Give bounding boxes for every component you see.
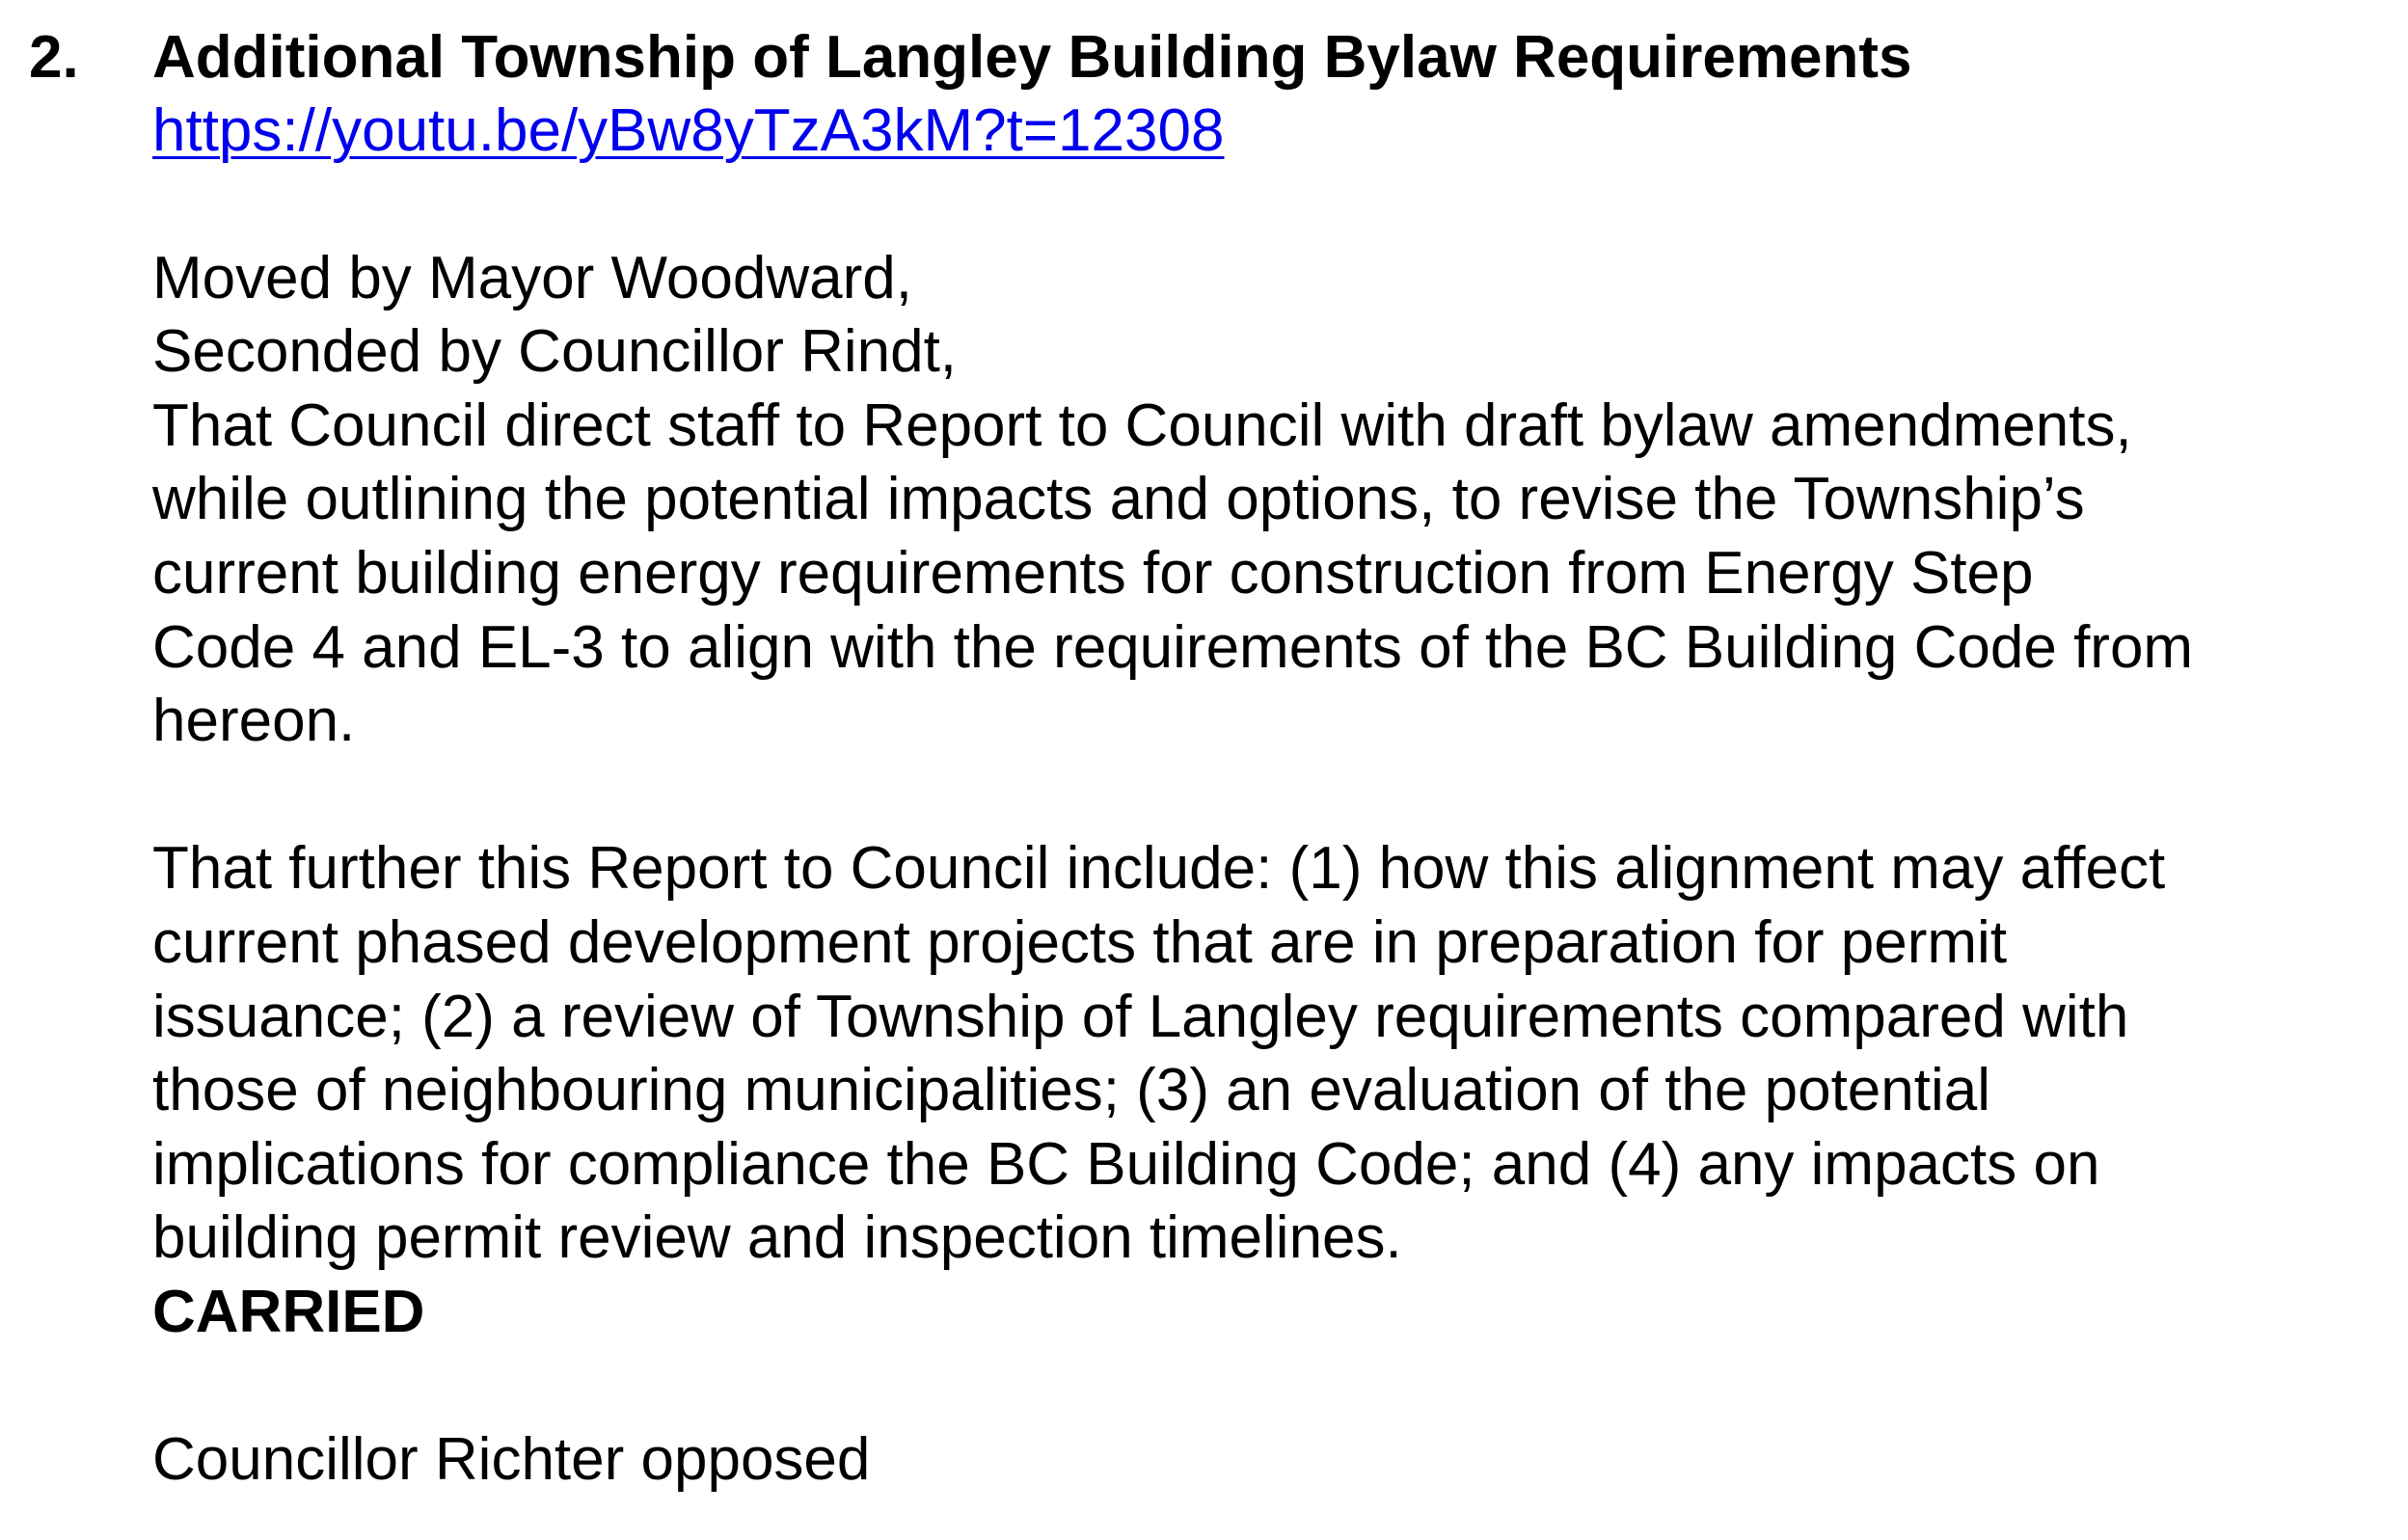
further-line: current phased development projects that are in preparation for permit — [152, 908, 2008, 976]
motion-result: CARRIED — [152, 1278, 425, 1345]
agenda-item-title: Additional Township of Langley Building Bylaw Requirements — [152, 24, 1912, 91]
paragraph-spacer — [152, 168, 2390, 242]
resolution-line: Code 4 and EL-3 to align with the requirements of the BC Building Code from — [152, 613, 2194, 681]
seconded-by-line: Seconded by Councillor Rindt, — [152, 318, 958, 386]
agenda-item-content — [152, 21, 2390, 1498]
video-link[interactable]: https://youtu.be/yBw8yTzA3kM?t=12308 — [152, 97, 1225, 164]
agenda-item-number: 2. — [29, 24, 79, 91]
further-line: issuance; (2) a review of Township of Langley requirements compared with — [152, 983, 2129, 1050]
moved-by-line: Moved by Mayor Woodward, — [152, 244, 912, 311]
further-line: implications for compliance the BC Building Code; and (4) any impacts on — [152, 1130, 2100, 1198]
opposition-note: Councillor Richter opposed — [152, 1426, 871, 1494]
further-line: That further this Report to Council include: (1) how this alignment may affect — [152, 835, 2166, 903]
resolution-line: That Council direct staff to Report to Council with draft bylaw amendments, — [152, 392, 2132, 459]
resolution-line: while outlining the potential impacts and options, to revise the Township’s — [152, 466, 2085, 533]
paragraph-spacer — [152, 1350, 2390, 1424]
further-line: building permit review and inspection timelines. — [152, 1204, 1402, 1272]
resolution-line: current building energy requirements for construction from Energy Step — [152, 539, 2034, 607]
further-line: those of neighbouring municipalities; (3) an evaluation of the potential — [152, 1057, 1991, 1124]
paragraph-spacer — [152, 759, 2390, 833]
resolution-line: hereon. — [152, 688, 356, 755]
